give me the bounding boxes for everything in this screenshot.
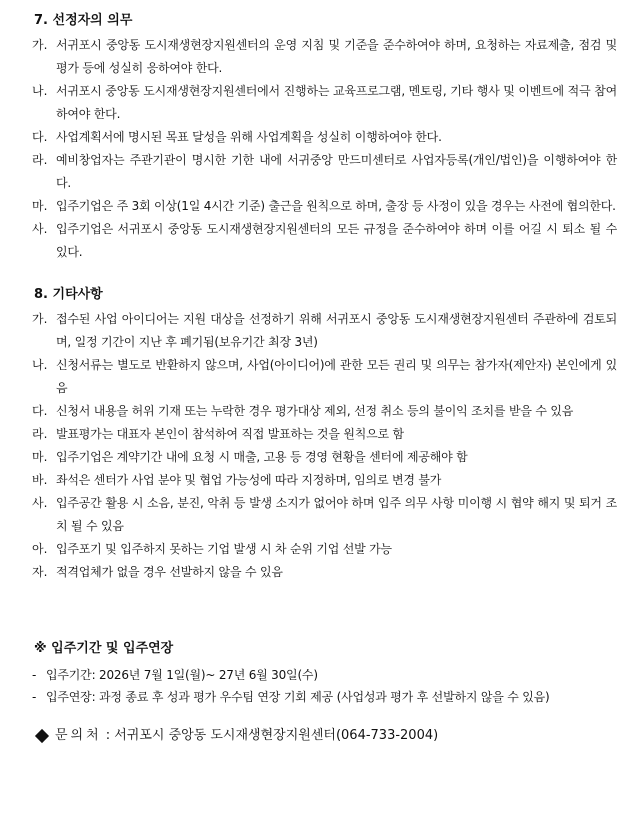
section-7-title: 7. 선정자의 의무 xyxy=(34,13,133,28)
item-marker: 자. xyxy=(32,565,48,579)
contact-text: : 서귀포시 중앙동 도시재생현장지원센터(064-733-2004) xyxy=(105,728,439,743)
list-item xyxy=(32,400,617,423)
spacer xyxy=(32,264,617,286)
item-text: 접수된 사업 아이디어는 지원 대상을 선정하기 위해 서귀포시 중앙동 도시재생현장지원센터 주관하에 검토되며, 일정 기간이 지난 후 폐기됨(보유기간 최장 3년) xyxy=(56,312,617,349)
item-marker: 마. xyxy=(32,199,48,213)
item-marker: 나. xyxy=(32,358,48,372)
list-item xyxy=(32,561,617,584)
spacer xyxy=(32,584,617,640)
list-item xyxy=(32,686,617,708)
list-item xyxy=(32,469,617,492)
list-item xyxy=(32,446,617,469)
item-text: 서귀포시 중앙동 도시재생현장지원센터의 운영 지침 및 기준을 준수하여야 하며, 요청하는 자료제출, 점검 및 평가 등에 성실히 응하여야 한다. xyxy=(56,38,617,75)
residency-note-title: ※ 입주기간 및 입주연장 xyxy=(34,641,174,656)
spacer xyxy=(32,708,617,726)
section-7-list xyxy=(32,34,617,264)
section-8-list xyxy=(32,308,617,584)
item-marker: 아. xyxy=(32,542,48,556)
list-item xyxy=(32,664,617,686)
list-item xyxy=(32,34,617,80)
item-text: 발표평가는 대표자 본인이 참석하여 직접 발표하는 것을 원칙으로 함 xyxy=(56,427,404,441)
item-text: 신청서류는 별도로 반환하지 않으며, 사업(아이디어)에 관한 모든 권리 및 의무는 참가자(제안자) 본인에게 있음 xyxy=(56,358,617,395)
item-marker: 라. xyxy=(32,153,48,167)
item-marker: 사. xyxy=(32,222,48,236)
list-item xyxy=(32,195,617,218)
item-marker: 사. xyxy=(32,496,48,510)
item-text: 입주기업은 계약기간 내에 요청 시 매출, 고용 등 경영 현황을 센터에 제공해야 함 xyxy=(56,450,468,464)
item-marker: - xyxy=(32,690,37,704)
item-marker: 다. xyxy=(32,130,48,144)
item-marker: 마. xyxy=(32,450,48,464)
item-text: 적격업체가 없을 경우 선발하지 않을 수 있음 xyxy=(56,565,283,579)
item-text: 좌석은 센터가 사업 분야 및 협업 가능성에 따라 지정하며, 임의로 변경 불가 xyxy=(56,473,442,487)
item-text: 서귀포시 중앙동 도시재생현장지원센터에서 진행하는 교육프로그램, 멘토링, 기타 행사 및 이벤트에 적극 참여 하여야 한다. xyxy=(56,84,617,121)
list-item xyxy=(32,126,617,149)
item-text: 입주연장: 과정 종료 후 성과 평가 우수팀 연장 기회 제공 (사업성과 평가 후 선발하지 않을 수 있음) xyxy=(46,690,550,704)
item-marker: 가. xyxy=(32,312,48,326)
list-item xyxy=(32,308,617,354)
list-item xyxy=(32,354,617,400)
item-text: 입주기업은 서귀포시 중앙동 도시재생현장지원센터의 모든 규정을 준수하여야 하며 이를 어길 시 퇴소 될 수 있다. xyxy=(56,222,617,259)
item-marker: 다. xyxy=(32,404,48,418)
item-text: 사업계획서에 명시된 목표 달성을 위해 사업계획을 성실히 이행하여야 한다. xyxy=(56,130,442,144)
item-marker: 가. xyxy=(32,38,48,52)
item-text: 입주기간: 2026년 7월 1일(월)~ 27년 6월 30일(수) xyxy=(46,668,318,682)
item-marker: 나. xyxy=(32,84,48,98)
diamond-icon xyxy=(35,729,49,743)
list-item xyxy=(32,149,617,195)
list-item xyxy=(32,492,617,538)
item-text: 입주기업은 주 3회 이상(1일 4시간 기준) 출근을 원칙으로 하며, 출장 등 사정이 있을 경우는 사전에 협의한다. xyxy=(56,199,616,213)
list-item xyxy=(32,218,617,264)
item-text: 입주공간 활용 시 소음, 분진, 악취 등 발생 소지가 없어야 하며 입주 의무 사항 미이행 시 협약 해지 및 퇴거 조치 될 수 있음 xyxy=(56,496,617,533)
item-text: 예비창업자는 주관기관이 명시한 기한 내에 서귀중앙 만드미센터로 사업자등록(개인/법인)을 이행하여야 한다. xyxy=(56,153,617,190)
section-8-title: 8. 기타사항 xyxy=(34,287,103,302)
item-marker: - xyxy=(32,668,37,682)
item-marker: 바. xyxy=(32,473,48,487)
item-text: 입주포기 및 입주하지 못하는 기업 발생 시 차 순위 기업 선발 가능 xyxy=(56,542,392,556)
list-item xyxy=(32,538,617,561)
contact-line xyxy=(34,726,617,746)
list-item xyxy=(32,80,617,126)
list-item xyxy=(32,423,617,446)
item-marker: 라. xyxy=(32,427,48,441)
item-text: 신청서 내용을 허위 기재 또는 누락한 경우 평가대상 제외, 선정 취소 등의 불이익 조치를 받을 수 있음 xyxy=(56,404,574,418)
contact-label: 문의처 xyxy=(55,728,102,743)
